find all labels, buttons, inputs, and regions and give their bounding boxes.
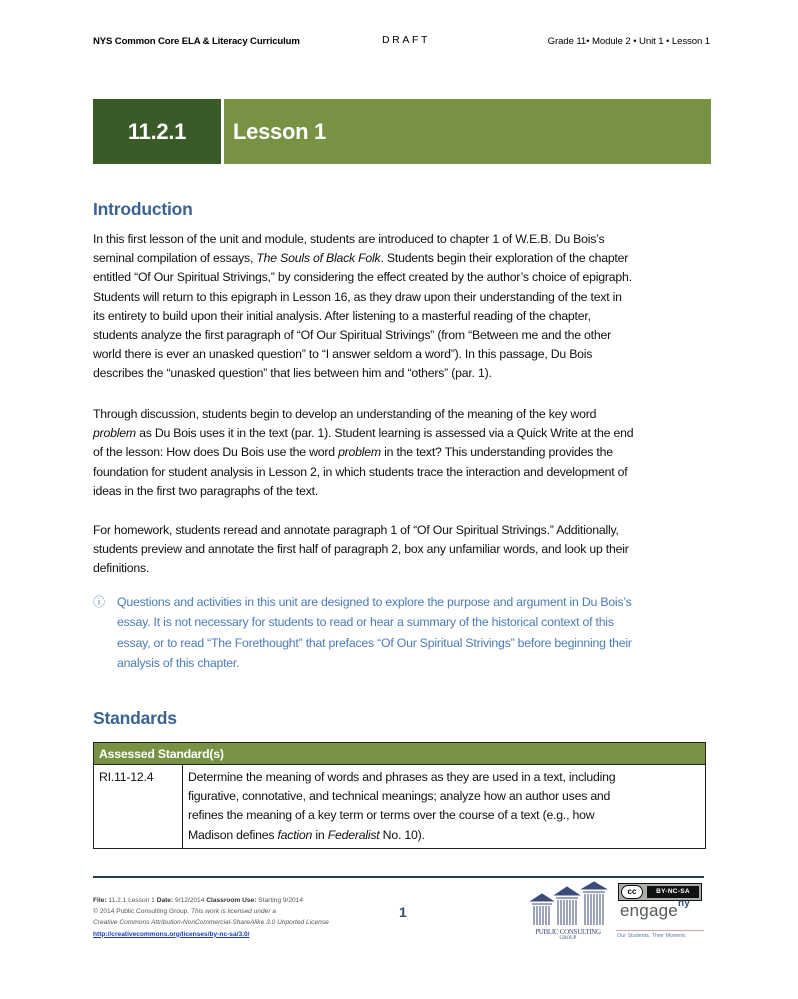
text-line: its entirety to build upon their initial analysis. After listening to a masterful reading of the chapter, (93, 308, 591, 323)
grade-breadcrumb: Grade 11• Module 2 • Unit 1 • Lesson 1 (547, 36, 710, 47)
date-value: 9/12/2014 (175, 897, 205, 904)
file-value: 11.2.1 Lesson 1 (108, 897, 155, 904)
footer-info (93, 895, 393, 940)
text-line: students analyze the first paragraph of “Of Our Spiritual Strivings” (from “Between me and the other (93, 328, 611, 343)
license-intro: This work is licensed under a (190, 908, 277, 916)
text-line: seminal compilation of essays, The Souls of Black Folk. Students begin their exploration of the chapter (93, 251, 629, 266)
classroom-use-label: Classroom Use: (206, 897, 257, 904)
text-line: In this first lesson of the unit and module, students are introduced to chapter 1 of W.E.B. Du Bois’s (93, 232, 605, 246)
text-line: foundation for student analysis in Lesson 2, in which students trace the interaction and development of (93, 464, 628, 479)
introduction-heading: Introduction (93, 199, 193, 219)
text-line: Questions and activities in this unit are designed to explore the purpose and argument in Du Bois’s (117, 595, 632, 609)
license-link[interactable]: http://creativecommons.org/licenses/by-nc-sa/3.0/ (93, 930, 250, 938)
engageny-tagline: Our Students. Their Moment. (617, 933, 687, 939)
pcg-logo (527, 881, 609, 943)
text-line: Determine the meaning of words and phrases as they are used in a text, including (188, 770, 616, 784)
standards-table-header: Assessed Standard(s) (94, 743, 706, 765)
text-line: essay. It is not necessary for students to read or hear a summary of the historical context of this (117, 615, 614, 630)
lesson-title-bar (93, 99, 711, 164)
curriculum-name: NYS Common Core ELA & Literacy Curriculum (93, 36, 300, 47)
footer-divider (93, 876, 704, 878)
info-note-text (93, 592, 713, 673)
engage-text: engage (620, 901, 678, 920)
standard-code: RI.11-12.4 (94, 765, 183, 849)
lesson-title: Lesson 1 (224, 99, 711, 164)
columns-icon (527, 881, 609, 927)
engage-sup: ny (677, 898, 691, 910)
text-line: definitions. (93, 561, 150, 576)
text-line: For homework, students reread and annotate paragraph 1 of “Of Our Spiritual Strivings.” Additionally, (93, 523, 619, 537)
draft-label: DRAFT (382, 34, 430, 46)
copyright-line (93, 906, 393, 917)
text-line: Through discussion, students begin to develop an understanding of the meaning of the key word (93, 407, 597, 421)
text-line: of the lesson: How does Du Bois use the word problem in the text? This understanding provides the (93, 445, 613, 460)
standard-description (183, 765, 706, 849)
intro-paragraph-3 (93, 521, 713, 579)
text-line: Students will return to this epigraph in Lesson 16, as they draw upon their understanding of the text in (93, 289, 622, 304)
intro-paragraph-1 (93, 230, 713, 384)
text-line: describes the “unasked question” that lies between him and “others” (par. 1). (93, 366, 492, 381)
file-info-line (93, 895, 393, 906)
info-note (93, 592, 713, 673)
text-line: students preview and annotate the first half of paragraph 2, box any unfamiliar words, and look up their (93, 542, 629, 557)
lesson-number: 11.2.1 (93, 99, 221, 164)
text-line: entitled “Of Our Spiritual Strivings,” by considering the effect created by the author’s choice of epigraph. (93, 270, 632, 285)
engageny-divider (616, 930, 704, 931)
text-line: analysis of this chapter. (117, 655, 240, 670)
text-line: figurative, connotative, and technical meanings; analyze how an author uses and (188, 789, 611, 804)
classroom-use-value: Starting 9/2014 (258, 897, 304, 904)
info-icon: ⓘ (93, 595, 105, 609)
page-number: 1 (399, 904, 407, 920)
file-label: File: (93, 897, 107, 904)
pcg-logo-subtext: GROUP (559, 936, 577, 941)
standards-table (93, 742, 706, 849)
license-name: Creative Commons Attribution-NonCommercial-ShareAlike 3.0 Unported License (93, 919, 329, 927)
table-row (94, 765, 706, 849)
text-line: refines the meaning of a key term or terms over the course of a text (e.g., how (188, 808, 595, 823)
text-line: problem as Du Bois uses it in the text (par. 1). Student learning is assessed via a Quick Write at the end (93, 426, 634, 441)
page-header (93, 36, 710, 50)
text-line: world there is ever an unasked question” to “I answer seldom a word”). In this passage, Du Bois (93, 347, 593, 362)
intro-paragraph-2 (93, 405, 713, 501)
date-label: Date: (156, 897, 174, 904)
text-line: essay, or to read “The Forethought” that prefaces “Of Our Spiritual Strivings” before beginning their (117, 635, 632, 650)
copyright-text: © 2014 Public Consulting Group. (93, 908, 190, 916)
cc-icon: cc (621, 885, 643, 899)
engageny-logo (620, 898, 691, 921)
text-line: Madison defines faction in Federalist No. 10). (188, 827, 425, 842)
text-line: ideas in the first two paragraphs of the text. (93, 483, 319, 498)
cc-license-label: BY-NC-SA (647, 886, 699, 898)
standards-heading: Standards (93, 708, 177, 728)
license-line (93, 917, 393, 928)
pcg-logo-text: PUBLIC CONSULTING (535, 928, 601, 936)
